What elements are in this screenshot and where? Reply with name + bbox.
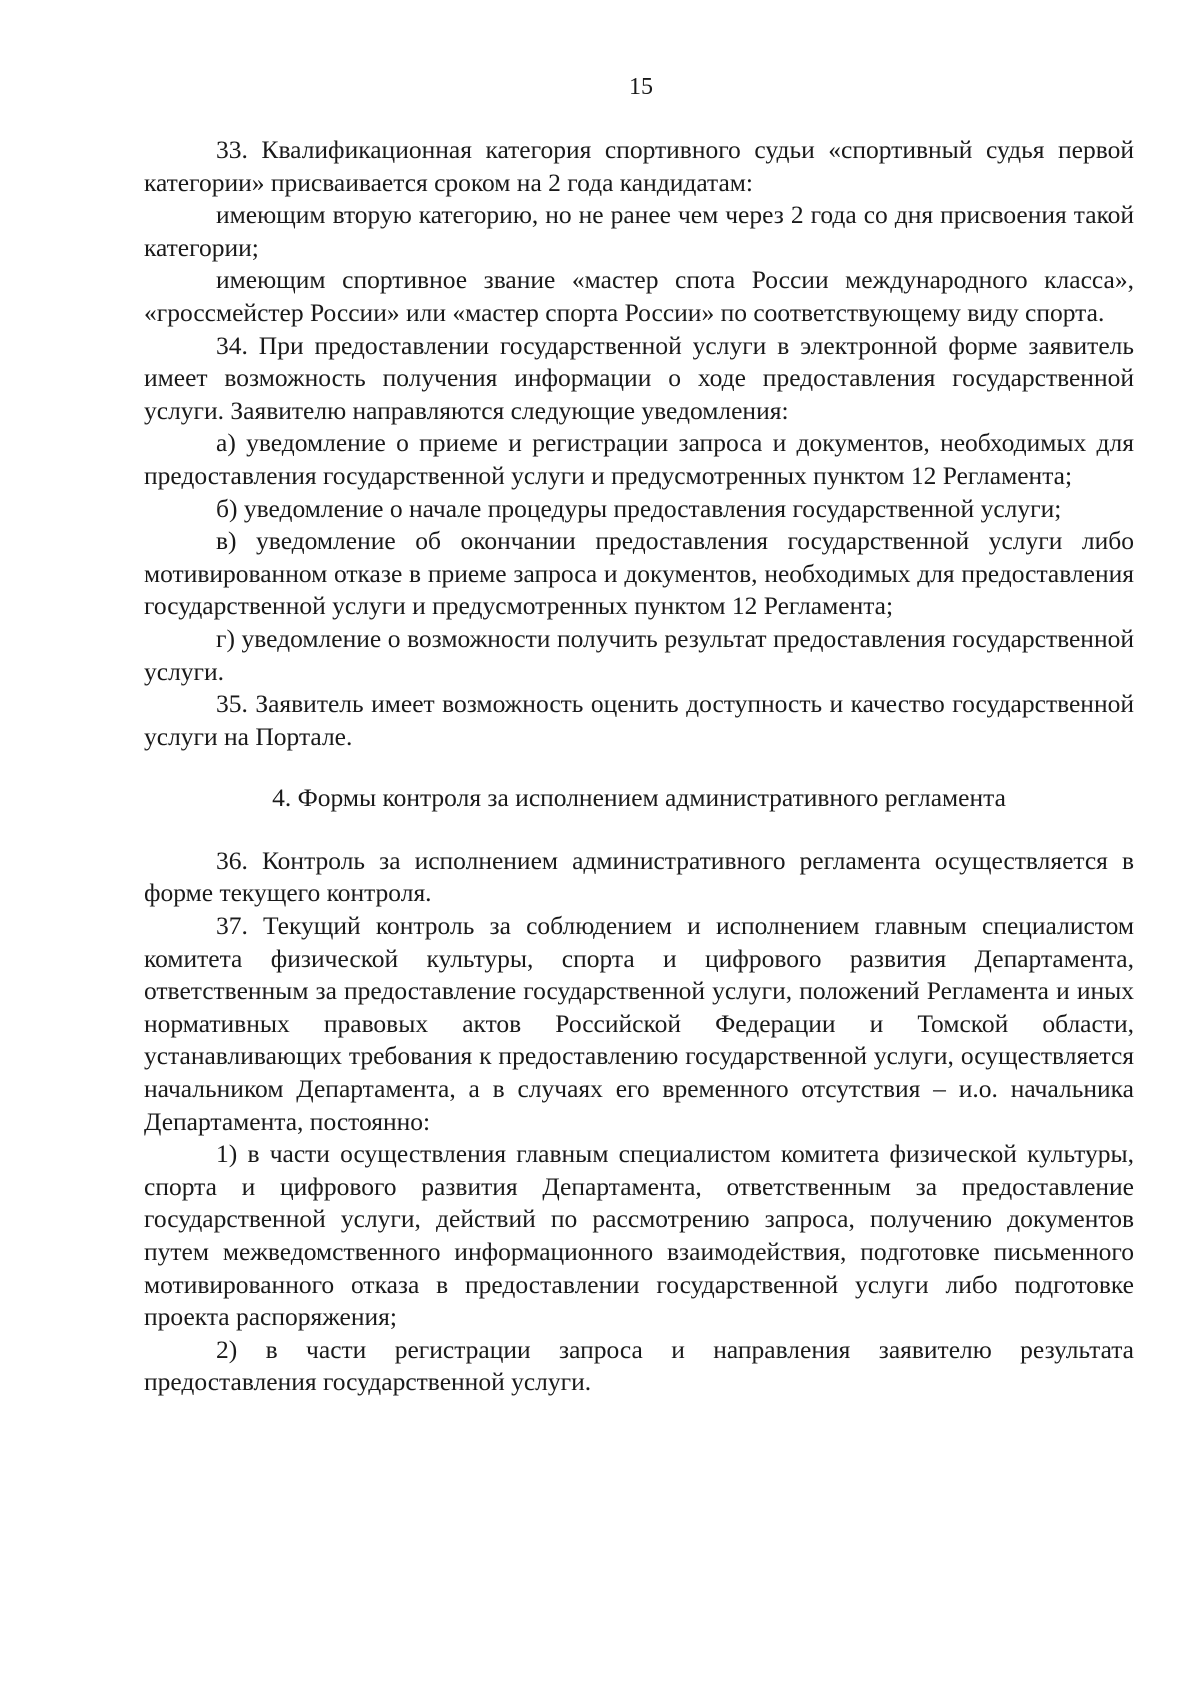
document-body (144, 134, 1134, 1399)
paragraph-34: 34. При предоставлении государственной услуги в электронной форме заявитель имеет возможность получения информации о ходе предоставления государственной услуги. Заявителю направляются следующие уведомления: (144, 330, 1134, 425)
paragraph-36: 36. Контроль за исполнением административного регламента осуществляется в форме текущего контроля. (144, 845, 1134, 908)
paragraph-37-item-2: 2) в части регистрации запроса и направления заявителю результата предоставления государственной услуги. (144, 1334, 1134, 1397)
paragraph-33-item-1: имеющим вторую категорию, но не ранее чем через 2 года со дня присвоения такой категории; (144, 200, 1134, 262)
paragraph-35: 35. Заявитель имеет возможность оценить доступность и качество государственной услуги на Портале. (144, 689, 1134, 751)
spacer (144, 753, 1134, 782)
page-number: 15 (629, 74, 653, 100)
spacer (144, 815, 1134, 845)
paragraph-34-item-d: г) уведомление о возможности получить результат предоставления государственной услуги. (144, 623, 1134, 686)
section-heading: 4. Формы контроля за исполнением административного регламента (272, 783, 1006, 813)
paragraph-33-item-2: имеющим спортивное звание «мастер спота России международного класса», «гроссмейстер России» или «мастер спорта России» по соответствующему виду спорта. (144, 265, 1134, 327)
paragraph-33: 33. Квалификационная категория спортивного судьи «спортивный судья первой категории» присваивается сроком на 2 года кандидатам: (144, 135, 1134, 197)
paragraph-37: 37. Текущий контроль за соблюдением и исполнением главным специалистом комитета физической культуры, спорта и цифрового развития Департамента, ответственным за предоставление государственной услуги, положений Регламента и иных нормативных правовых актов Российской Федерации и Томской области, устанавливающих требования к предоставлению государственной услуги, осуществляется начальником Департамента, а в случаях его временного отсутствия – и.о. начальника Департамента, постоянно: (144, 911, 1134, 1136)
paragraph-34-item-a: а) уведомление о приеме и регистрации запроса и документов, необходимых для предоставления государственной услуги и предусмотренных пунктом 12 Регламента; (144, 428, 1134, 490)
paragraph-34-item-c: в) уведомление об окончании предоставления государственной услуги либо мотивированном отказе в приеме запроса и документов, необходимых для предоставления государственной услуги и предусмотренных пунктом 12 Регламента; (144, 526, 1134, 621)
paragraph-37-item-1: 1) в части осуществления главным специалистом комитета физической культуры, спорта и цифрового развития Департамента, ответственным за предоставление государственной услуги, действий по рассмотрению запроса, получению документов путем межведомственного информационного взаимодействия, подготовке письменного мотивированного отказа в предоставлении государственной услуги либо подготовке проекта распоряжения; (144, 1139, 1134, 1332)
paragraph-34-item-b: б) уведомление о начале процедуры предоставления государственной услуги; (216, 493, 1062, 523)
